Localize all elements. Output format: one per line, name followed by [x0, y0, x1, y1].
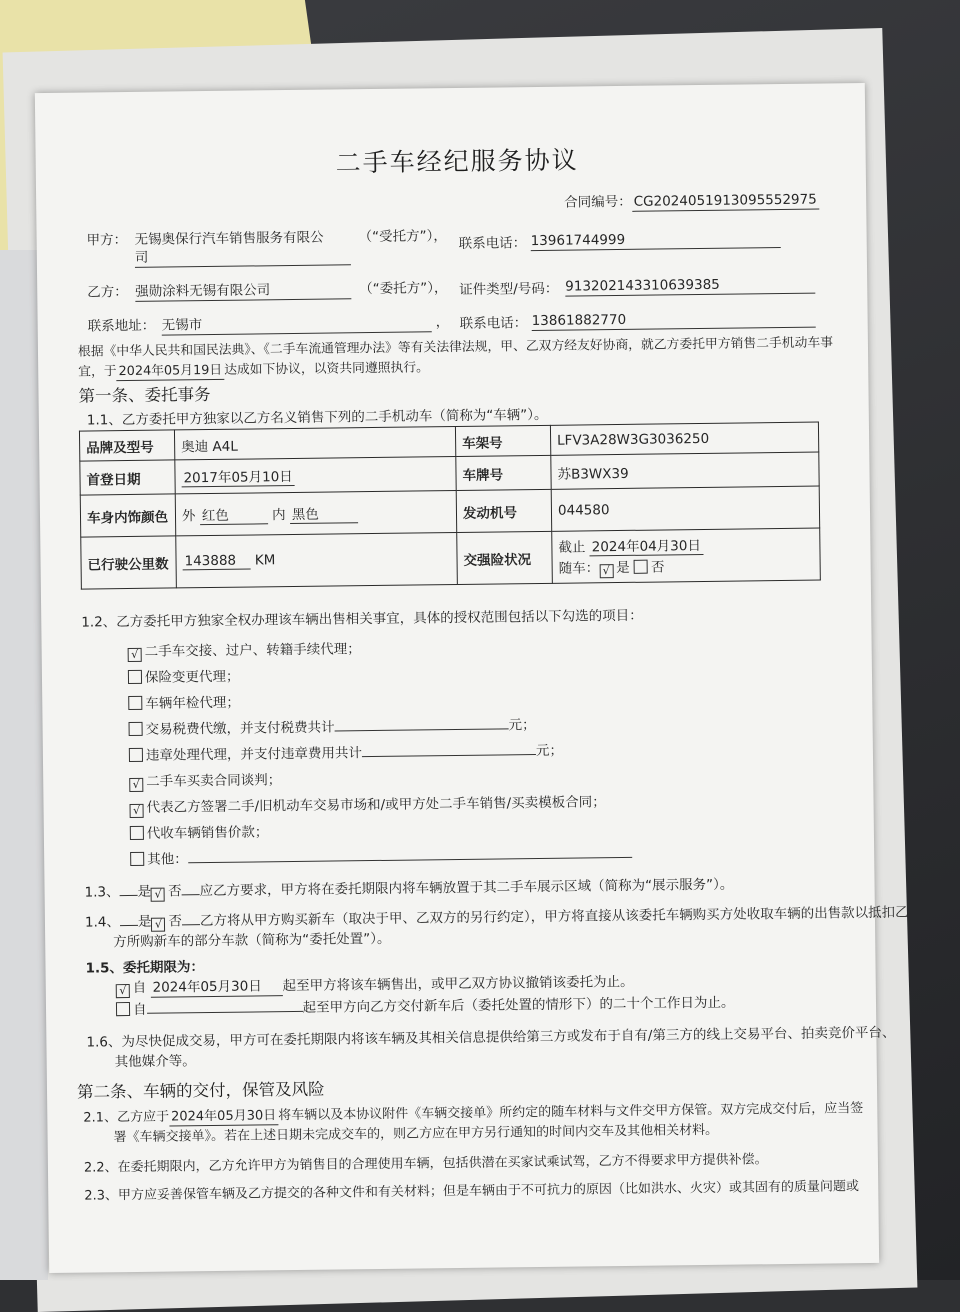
option-item: 车辆年检代理； — [128, 691, 240, 712]
clause-1-1: 1.1、乙方委托甲方独家以乙方名义销售下列的二手机动车（简称为“车辆”）。 — [86, 406, 548, 429]
vin-value: LFV3A28W3G3036250 — [550, 422, 818, 455]
party-b-role: （“委托方”）， — [359, 280, 448, 298]
term-option-2: 自 起至甲方向乙方交付新车后（委托处置的情形下）的二十个工作日为止。 — [116, 995, 735, 1019]
option-item: 代收车辆销售价款； — [130, 820, 269, 842]
clause-1-3: 1.3、 是 √ 否 应乙方要求，甲方将在委托期限内将车辆放置于其二手车展示区域（简称为“展示服务”）。 — [84, 876, 734, 901]
mileage-value: 143888 — [182, 553, 250, 571]
contract-number-value: CG202405191309555297​5 — [632, 192, 819, 212]
reg-date-label: 首登日期 — [80, 460, 175, 495]
engine-label: 发动机号 — [456, 489, 552, 532]
party-a-label: 甲方： — [86, 231, 128, 249]
clause-2-2: 2.2、在委托期限内，乙方允许甲方为销售目的合理使用车辆，包括供潜在买家试乘试驾，乙方不得要求甲方提供补偿。 — [83, 1152, 768, 1176]
brand-label: 品牌及型号 — [79, 430, 174, 461]
insurance-label: 交强险状况 — [457, 531, 553, 584]
clause-1-6-line1: 1.6、为尽快促成交易，甲方可在委托期限内将该车辆及其相关信息提供给第三方或发布于自有/第三方的线上交易平台、拍卖竞价平台、 — [86, 1024, 896, 1051]
contract-page — [35, 83, 909, 1273]
address-label: 联系地址： — [87, 317, 156, 335]
checkbox-unchecked[interactable] — [130, 826, 144, 840]
checkbox-checked[interactable]: √ — [151, 918, 165, 932]
party-a-role: （“受托方”）， — [358, 228, 447, 246]
checkbox-checked[interactable]: √ — [116, 984, 130, 998]
address-suffix: ， — [435, 314, 450, 331]
checkbox-checked[interactable]: √ — [599, 564, 613, 578]
party-b-id-label: 证件类型/号码： — [459, 280, 559, 298]
clause-1-5-heading: 1.5、委托期限为： — [85, 959, 205, 977]
plate-value: 苏B3WX39 — [551, 452, 819, 489]
insurance-cell: 截止 2024年04月30日 随车： √ 是 否 — [552, 528, 821, 583]
clause-2-3: 2.3、甲方应妥善保管车辆及乙方提交的各种文件和有关材料；但是车辆由于不可抗力的原因（比如洪水、火灾）或其固有的质量问题或 — [84, 1179, 860, 1204]
checkbox-unchecked[interactable] — [116, 1002, 130, 1016]
engine-value: 044580 — [551, 486, 819, 531]
checkbox-unchecked[interactable] — [634, 560, 648, 574]
reg-date-cell — [175, 456, 456, 493]
option-item: √ 二手车买卖合同谈判； — [129, 768, 281, 792]
interior-color: 黑色 — [290, 502, 358, 524]
checkbox-unchecked[interactable] — [128, 696, 142, 710]
option-item: 其他： — [130, 842, 632, 868]
mileage-label: 已行驶公里数 — [81, 536, 177, 589]
brand-value: 奥迪 A4L — [174, 427, 455, 460]
preamble-line1: 根据《中华人民共和国民法典》、《二手车流通管理办法》等有关法律法规，甲、乙双方经友好协商，就乙方委托甲方销售二手机动车事 — [77, 335, 834, 360]
vehicle-info-table — [79, 422, 821, 590]
exterior-color: 红色 — [200, 503, 268, 525]
insurance-date: 2024年04月30日 — [590, 534, 703, 556]
option-item: 违章处理代理，并支付违章费用共计 元； — [129, 739, 563, 764]
plate-label: 车牌号 — [456, 455, 551, 490]
color-label: 车身内饰颜色 — [80, 494, 176, 537]
article-1-heading: 第一条、委托事务 — [78, 384, 211, 406]
checkbox-unchecked[interactable] — [129, 722, 143, 736]
checkbox-checked[interactable]: √ — [130, 804, 144, 818]
clause-2-1-line2: 署《车辆交接单》。若在上述日期未完成交车的，则乙方应在甲方另行通知的时间内交车及其他相关材料。 — [113, 1122, 719, 1146]
delivery-date: 2024年05月30日 — [169, 1108, 278, 1127]
address-value: 无锡市 — [162, 314, 432, 335]
party-b-phone: 13861882770 — [532, 310, 816, 331]
reg-date-value: 2017年05月10日 — [181, 465, 294, 487]
option-item: 保险变更代理； — [128, 665, 240, 686]
clause-1-2: 1.2、乙方委托甲方独家全权办理该车辆出售相关事宜，具体的授权范围包括以下勾选的项目： — [81, 607, 643, 631]
checkbox-unchecked[interactable] — [128, 670, 142, 684]
checkbox-unchecked[interactable] — [129, 748, 143, 762]
clause-2-1-line1: 2.1、乙方应于 2024年05月30日 将车辆以及本协议附件《车辆交接单》所约定的随车材料与文件交甲方保管。双方完成交付后，应当签 — [83, 1101, 864, 1126]
color-cell: 外 红色 内 黑色 — [175, 490, 456, 535]
party-a-phone: 13961744999 — [531, 230, 781, 251]
party-b-phone-label: 联系电话： — [459, 315, 528, 332]
party-a-phone-label: 联系电话： — [458, 235, 527, 252]
contract-number: 合同编号： CG202405191309555297​5 — [564, 192, 819, 213]
party-a-name-line1: 无锡奥保行汽车销售服务有限公 — [134, 229, 324, 248]
option-item: 交易税费代缴，并支付税费共计 元； — [128, 713, 535, 738]
party-a-name-line2: 司 — [135, 247, 351, 268]
party-b-id: 913202143310639385 — [565, 276, 815, 297]
party-b-label: 乙方： — [87, 283, 128, 301]
mileage-cell: 143888 KM — [176, 532, 458, 587]
option-item: √ 代表乙方签署二手/旧机动车交易市场和/或甲方处二手车销售/买卖模板合同； — [129, 790, 605, 818]
clause-1-6-line2: 其他媒介等。 — [114, 1053, 196, 1071]
clause-1-4-line2: 方所购新车的部分车款（简称为“委托处置”）。 — [113, 930, 391, 951]
checkbox-checked[interactable]: √ — [128, 648, 142, 662]
article-2-heading: 第二条、车辆的交付，保管及风险 — [76, 1079, 325, 1102]
party-b-name: 强勋涂料无锡有限公司 — [135, 281, 351, 302]
option-item: √ 二手车交接、过户、转籍手续代理； — [128, 637, 361, 662]
checkbox-checked[interactable]: √ — [129, 778, 143, 792]
document-title: 二手车经纪服务协议 — [335, 145, 579, 178]
table-row — [81, 528, 821, 589]
clause-1-4-line1: 1.4、 是 √ 否 乙方将从甲方购买新车（取决于甲、乙双方的另行约定），甲方将直接从该委托车辆购买方处收取车辆的出售款以抵扣乙 — [84, 904, 909, 931]
agreement-date: 2024年05月19日 — [117, 363, 225, 381]
checkbox-checked[interactable]: √ — [151, 888, 165, 902]
term-start-date: 2024年05月30日 — [150, 978, 282, 997]
preamble-line2: 宜，于 2024年05月19日 达成如下协议，以资共同遵照执行。 — [78, 360, 429, 380]
checkbox-unchecked[interactable] — [130, 852, 144, 866]
term-option-1: √ 自 2024年05月30日 起至甲方将该车辆售出，或甲乙双方协议撤销该委托为止。 — [116, 974, 634, 998]
vin-label: 车架号 — [455, 425, 550, 456]
